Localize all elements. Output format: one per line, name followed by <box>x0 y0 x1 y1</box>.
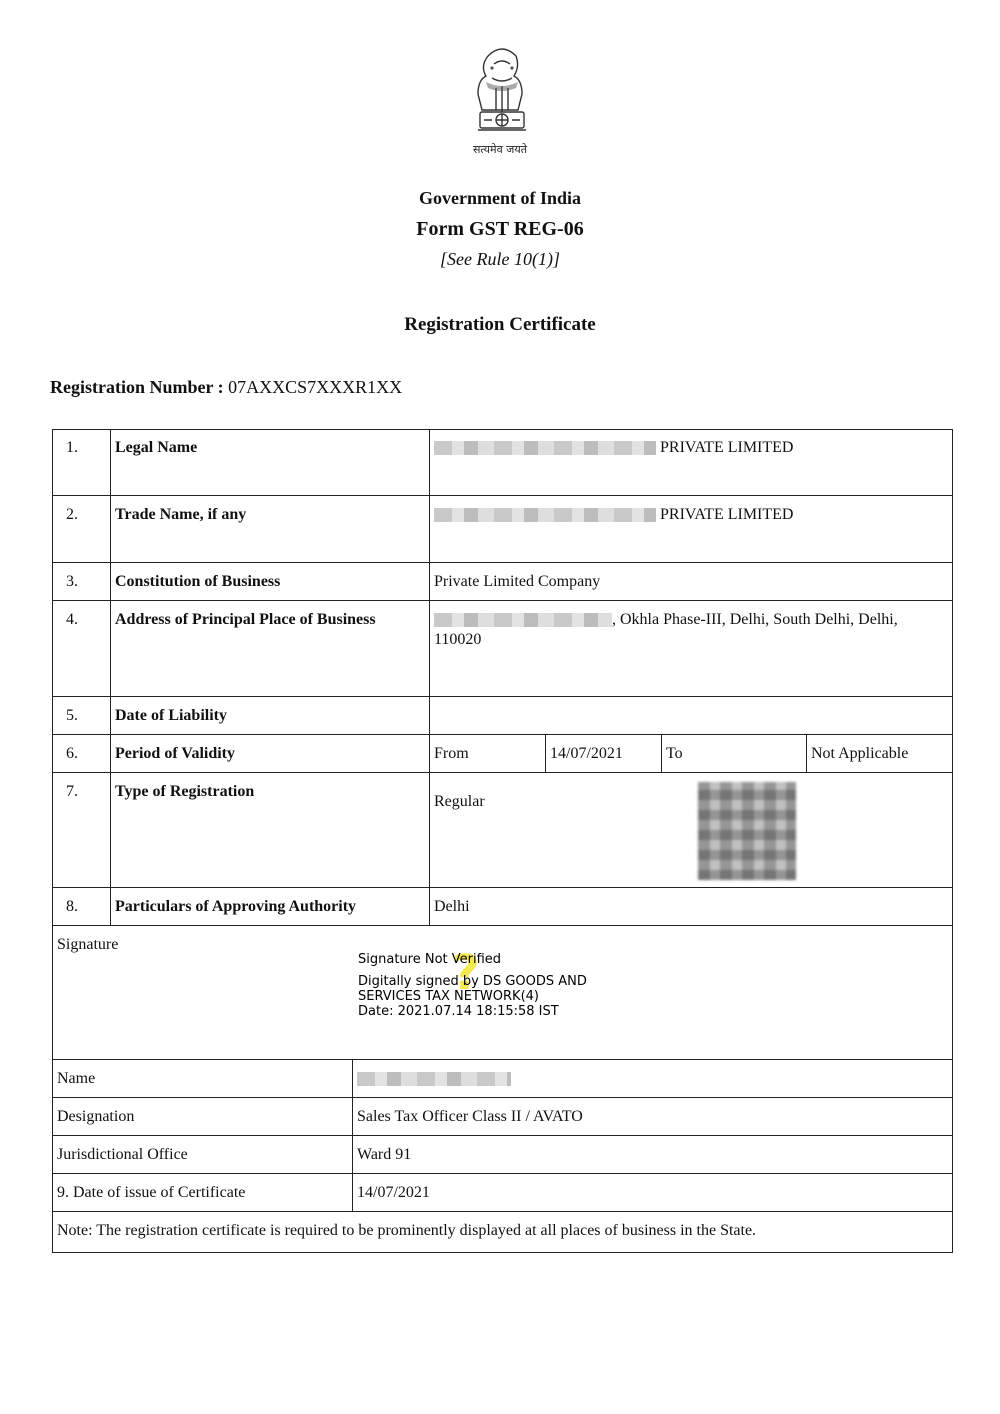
legal-name-text: PRIVATE LIMITED <box>660 439 794 456</box>
row-number: 1. <box>66 439 78 456</box>
designation-value: Sales Tax Officer Class II / AVATO <box>357 1108 583 1125</box>
issue-date-label: 9. Date of issue of Certificate <box>57 1184 246 1201</box>
row-number: 7. <box>66 783 78 800</box>
rule-reference: [See Rule 10(1)] <box>440 249 560 269</box>
row-divider <box>52 734 953 735</box>
row-divider <box>52 1211 953 1212</box>
row-divider <box>52 495 953 496</box>
address-value <box>430 606 930 654</box>
jurisdiction-label: Jurisdictional Office <box>57 1146 188 1163</box>
digital-signature-block <box>358 952 587 1019</box>
signature-signer-line2: SERVICES TAX NETWORK(4) <box>358 989 539 1004</box>
registration-number-value: 07AXXCS7XXXR1XX <box>228 377 403 397</box>
constitution-label: Constitution of Business <box>115 573 281 590</box>
validity-from-date: 14/07/2021 <box>550 745 623 762</box>
legal-name-value <box>430 434 952 462</box>
legal-name-label: Legal Name <box>115 439 198 456</box>
row-number: 2. <box>66 506 78 523</box>
constitution-value: Private Limited Company <box>434 573 601 590</box>
row-number: 4. <box>66 611 78 628</box>
qr-code <box>698 782 796 880</box>
registration-number-line <box>50 377 402 398</box>
row-number: 3. <box>66 573 78 590</box>
trade-name-text: PRIVATE LIMITED <box>660 506 794 523</box>
row-number: 8. <box>66 898 78 915</box>
redacted-text <box>434 441 656 455</box>
row-number: 5. <box>66 707 78 724</box>
validity-from-label: From <box>434 745 469 762</box>
row-divider <box>52 1059 953 1060</box>
period-of-validity-label: Period of Validity <box>115 745 236 762</box>
signature-status: Signature Not Verified <box>358 952 502 967</box>
redacted-text <box>357 1072 511 1086</box>
signature-signer-line1: Digitally signed by DS GOODS AND <box>358 974 587 989</box>
officer-name-value <box>353 1065 951 1093</box>
type-of-registration-value: Regular <box>434 793 485 810</box>
trade-name-label: Trade Name, if any <box>115 506 247 523</box>
display-note: Note: The registration certificate is required to be prominently displayed at all places of business in the State. <box>57 1222 757 1239</box>
row-divider <box>52 600 953 601</box>
designation-label: Designation <box>57 1108 135 1125</box>
row-divider <box>52 562 953 563</box>
address-text: , Okhla Phase-III, Delhi, South Delhi, Delhi, 110020 <box>434 611 898 648</box>
redacted-text <box>434 508 656 522</box>
government-heading: Government of India <box>419 188 581 208</box>
row-divider <box>52 1173 953 1174</box>
row-divider <box>52 1135 953 1136</box>
validity-to-value: Not Applicable <box>811 745 909 762</box>
row-divider <box>52 696 953 697</box>
jurisdiction-value: Ward 91 <box>357 1146 412 1163</box>
date-of-liability-value <box>430 702 952 710</box>
approving-authority-label: Particulars of Approving Authority <box>115 898 357 915</box>
officer-name-label: Name <box>57 1070 96 1087</box>
validity-to-label: To <box>666 745 683 762</box>
type-of-registration-label: Type of Registration <box>115 783 255 800</box>
signature-date: Date: 2021.07.14 18:15:58 IST <box>358 1004 559 1019</box>
redacted-text <box>434 613 612 627</box>
date-of-liability-label: Date of Liability <box>115 707 227 724</box>
certificate-title: Registration Certificate <box>404 314 596 335</box>
row-divider <box>52 1097 953 1098</box>
signature-status-mark: ? <box>452 945 480 1001</box>
issue-date-value: 14/07/2021 <box>357 1184 430 1201</box>
trade-name-value <box>430 501 952 529</box>
row-divider <box>52 887 953 888</box>
registration-number-label: Registration Number : <box>50 377 224 397</box>
approving-authority-value: Delhi <box>434 898 470 915</box>
emblem-motto: सत्यमेव जयते <box>472 143 527 156</box>
address-label: Address of Principal Place of Business <box>115 611 376 628</box>
row-divider <box>52 772 953 773</box>
row-divider <box>52 925 953 926</box>
national-emblem <box>458 38 546 158</box>
form-title: Form GST REG-06 <box>416 218 584 240</box>
row-number: 6. <box>66 745 78 762</box>
signature-label: Signature <box>57 936 119 953</box>
